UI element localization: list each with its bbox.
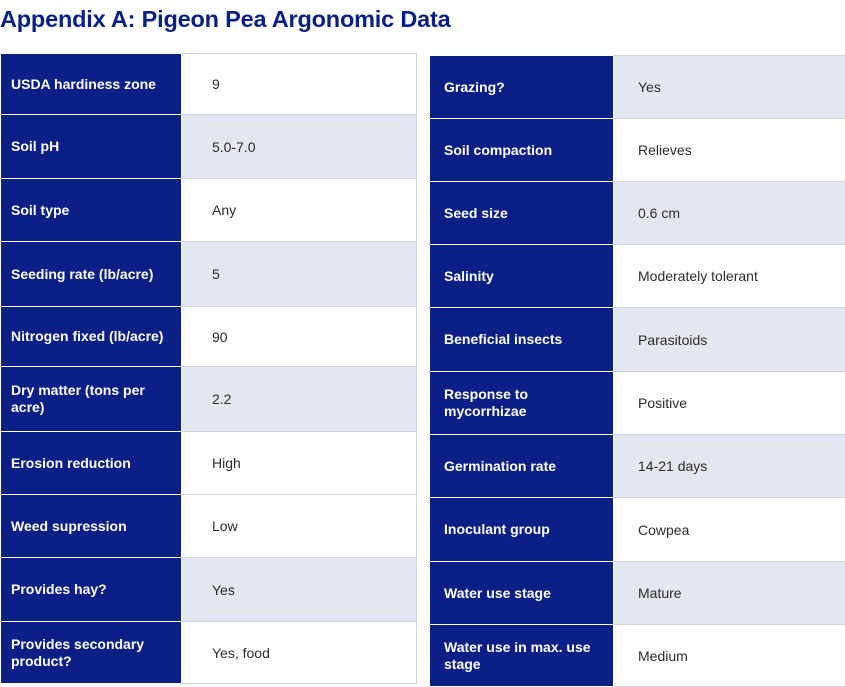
- row-value: Any: [182, 179, 417, 242]
- row-value: 5.0-7.0: [182, 115, 417, 179]
- row-label: Seed size: [430, 182, 614, 245]
- row-value: 5: [182, 242, 417, 307]
- row-value: Positive: [614, 372, 845, 435]
- table-row: [1, 54, 417, 115]
- agronomic-data-table-left: [0, 53, 417, 684]
- table-row: [1, 115, 417, 179]
- table-row: [430, 245, 845, 308]
- row-label: Dry matter (tons per acre): [1, 367, 182, 432]
- row-label: Seeding rate (lb/acre): [1, 242, 182, 307]
- table-row: [1, 558, 417, 622]
- row-label: Provides secondary product?: [1, 622, 182, 684]
- row-label: Grazing?: [430, 56, 614, 119]
- row-value: Yes: [614, 56, 845, 119]
- table-row: [1, 495, 417, 558]
- table-row: [1, 242, 417, 307]
- table-row: [430, 625, 845, 687]
- row-label: Beneficial insects: [430, 308, 614, 372]
- row-label: Erosion reduction: [1, 432, 182, 495]
- table-row: [1, 307, 417, 367]
- table-row: [430, 308, 845, 372]
- table-row: [430, 56, 845, 119]
- row-label: Inoculant group: [430, 498, 614, 562]
- table-row: [430, 435, 845, 498]
- row-value: 2.2: [182, 367, 417, 432]
- row-label: USDA hardiness zone: [1, 54, 182, 115]
- row-value: 90: [182, 307, 417, 367]
- row-value: 14-21 days: [614, 435, 845, 498]
- table-row: [430, 182, 845, 245]
- row-value: Yes: [182, 558, 417, 622]
- agronomic-data-table-right: [429, 55, 845, 687]
- row-label: Soil compaction: [430, 119, 614, 182]
- row-label: Water use stage: [430, 562, 614, 625]
- table-row: [1, 622, 417, 684]
- row-label: Provides hay?: [1, 558, 182, 622]
- row-value: 9: [182, 54, 417, 115]
- table-row: [430, 372, 845, 435]
- row-value: Relieves: [614, 119, 845, 182]
- table-row: [430, 562, 845, 625]
- row-label: Salinity: [430, 245, 614, 308]
- row-label: Germination rate: [430, 435, 614, 498]
- row-label: Weed supression: [1, 495, 182, 558]
- row-label: Nitrogen fixed (lb/acre): [1, 307, 182, 367]
- row-label: Response to mycorrhizae: [430, 372, 614, 435]
- table-row: [1, 179, 417, 242]
- row-value: Moderately tolerant: [614, 245, 845, 308]
- row-label: Soil pH: [1, 115, 182, 179]
- row-label: Water use in max. use stage: [430, 625, 614, 687]
- table-row: [1, 367, 417, 432]
- row-value: Medium: [614, 625, 845, 687]
- row-value: Parasitoids: [614, 308, 845, 372]
- row-value: 0.6 cm: [614, 182, 845, 245]
- row-value: Mature: [614, 562, 845, 625]
- table-row: [430, 119, 845, 182]
- row-value: High: [182, 432, 417, 495]
- row-value: Yes, food: [182, 622, 417, 684]
- table-row: [1, 432, 417, 495]
- row-label: Soil type: [1, 179, 182, 242]
- table-row: [430, 498, 845, 562]
- page-title: Appendix A: Pigeon Pea Argonomic Data: [0, 6, 450, 33]
- row-value: Low: [182, 495, 417, 558]
- row-value: Cowpea: [614, 498, 845, 562]
